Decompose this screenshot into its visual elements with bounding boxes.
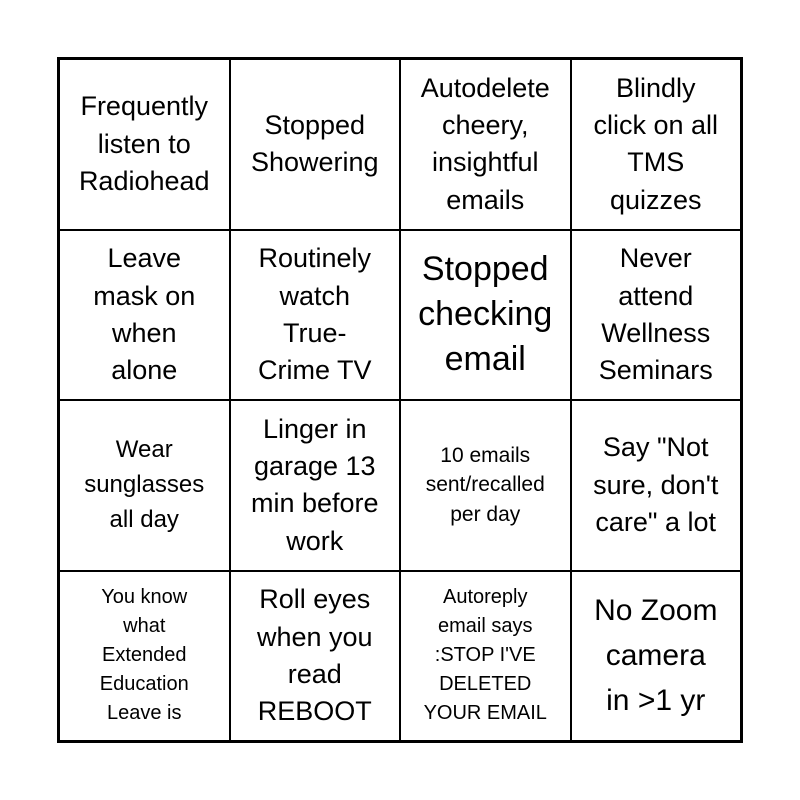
bingo-cell-text: Frequently listen to Radiohead [78,91,210,196]
bingo-cell-3[interactable] [400,59,571,230]
bingo-cell-text: 10 emails sent/recalled per day [425,443,545,527]
bingo-cell-9[interactable] [59,400,230,571]
bingo-cell-text: Stopped Showering [250,110,379,178]
bingo-cell-2[interactable] [230,59,401,230]
bingo-cell-10[interactable] [230,400,401,571]
bingo-cell-text: Never attend Wellness Seminars [598,243,713,385]
bingo-cell-16[interactable] [571,571,742,742]
bingo-cell-11[interactable] [400,400,571,571]
bingo-cell-7[interactable] [400,230,571,401]
bingo-cell-text: Leave mask on when alone [93,243,196,385]
bingo-cell-text: No Zoom camera in >1 yr [594,594,718,718]
bingo-cell-1[interactable] [59,59,230,230]
bingo-cell-text: Wear sunglasses all day [84,436,205,533]
bingo-cell-text: Routinely watch True- Crime TV [257,243,372,385]
bingo-cell-14[interactable] [230,571,401,742]
bingo-cell-5[interactable] [59,230,230,401]
bingo-cell-text: Say "Not sure, don't care" a lot [593,432,719,537]
bingo-cell-text: Blindly click on all TMS quizzes [593,72,719,215]
bingo-cell-text: Roll eyes when you read REBOOT [256,584,373,726]
bingo-cell-15[interactable] [400,571,571,742]
bingo-cell-text: Autoreply email says :STOP I'VE DELETED YOUR EMAIL [423,586,547,725]
bingo-cell-text: Linger in garage 13 min before work [250,413,379,556]
bingo-cell-text: Autodelete cheery, insightful emails [420,72,550,215]
bingo-cell-6[interactable] [230,230,401,401]
bingo-cell-4[interactable] [571,59,742,230]
bingo-cell-8[interactable] [571,230,742,401]
bingo-cell-text: You know what Extended Education Leave is [99,586,189,725]
bingo-cell-12[interactable] [571,400,742,571]
bingo-board [57,57,743,743]
bingo-cell-13[interactable] [59,571,230,742]
bingo-cell-text: Stopped checking email [418,249,553,379]
